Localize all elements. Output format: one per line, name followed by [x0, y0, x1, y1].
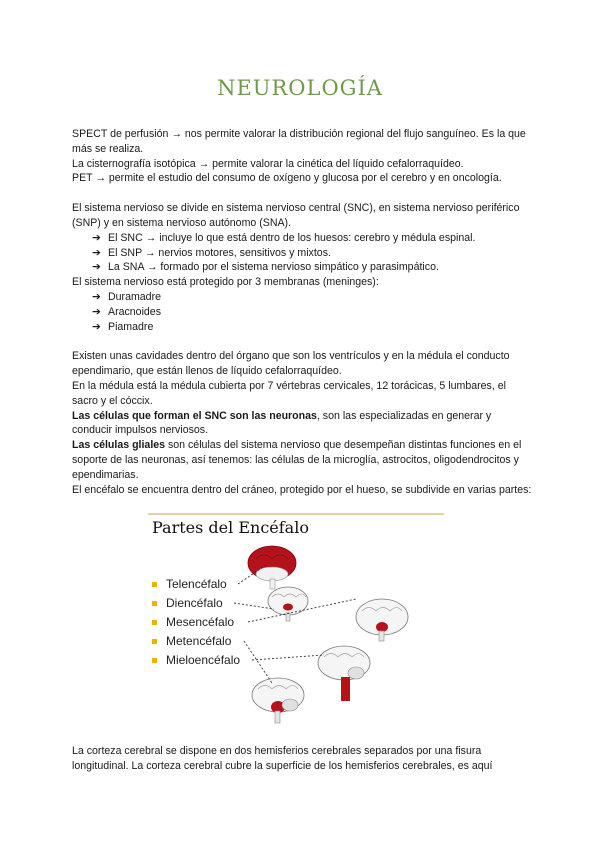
bullet-icon — [152, 639, 157, 644]
page-title: NEUROLOGÍA — [217, 76, 383, 100]
arrow-icon: ➔ — [92, 305, 101, 318]
paragraph-cisternografia: La cisternografía isotópica → permite valorar la cinética del líquido cefalorraquídeo. — [72, 157, 464, 170]
part-telencefalo: Telencéfalo — [166, 577, 227, 591]
brain-mesencefalo-icon — [356, 599, 408, 641]
arrow-icon: ➔ — [92, 320, 101, 333]
arrow-icon: ➔ — [92, 246, 101, 259]
snc-list — [72, 231, 532, 275]
bullet-icon — [152, 601, 157, 606]
paragraph-cavidades: Existen unas cavidades dentro del órgano que son los ventrículos y en la médula el conducto ependimario, que están llenos de líquido cefalorraquídeo. — [72, 350, 510, 378]
arrow-icon: ➔ — [92, 261, 101, 274]
list-item: ➔ Aracnoides — [92, 305, 161, 318]
parts-list — [152, 577, 240, 667]
part-metencefalo: Metencéfalo — [166, 634, 232, 648]
brain-diencefalo-icon — [268, 587, 308, 621]
meninges-list — [72, 290, 532, 334]
part-mesencefalo: Mesencéfalo — [166, 615, 235, 629]
paragraph-spect: SPECT de perfusión → nos permite valorar la distribución regional del flujo sanguíneo. Es la que más se realiza. — [72, 128, 526, 155]
part-mieloencefalo: Mieloencéfalo — [166, 653, 241, 667]
document-body — [72, 127, 532, 497]
paragraph-neuronas: Las células que forman el SNC son las neuronas, son las especializadas en generar y conducir impulsos nerviosos. — [72, 409, 492, 437]
paragraph-pet: PET → permite el estudio del consumo de oxígeno y glucosa por el cerebro y en oncología. — [72, 172, 502, 185]
brain-parts-diagram — [148, 513, 444, 727]
figure-title: Partes del Encéfalo — [152, 518, 309, 537]
bullet-icon — [152, 658, 157, 663]
list-item: ➔ El SNC → incluye lo que está dentro de los huesos: cerebro y médula espinal. — [92, 231, 476, 244]
arrow-icon: ➔ — [92, 290, 101, 303]
paragraph-medula: En la médula está la médula cubierta por 7 vértebras cervicales, 12 torácicas, 5 lumbares, el sacro y el cóccix. — [72, 379, 506, 407]
list-item: ➔ Piamadre — [92, 320, 154, 333]
bullet-icon — [152, 620, 157, 625]
list-item: ➔ Duramadre — [92, 290, 161, 303]
part-diencefalo: Diencéfalo — [166, 596, 223, 610]
brain-mieloencefalo-icon — [318, 646, 370, 701]
brain-parts-figure — [148, 513, 444, 727]
paragraph-gliales: Las células gliales son células del sistema nervioso que desempeñan distintas funciones en el soporte de las neuronas, así tenemos: las células de la microglía, astrocitos, oligodendrocitos y ependimarias. — [72, 439, 522, 481]
paragraph-snc-intro: El sistema nervioso se divide en sistema nervioso central (SNC), en sistema nervioso periférico (SNP) y en sistema nervioso autónomo (SNA). — [72, 202, 520, 229]
brain-metencefalo-icon — [252, 678, 304, 723]
list-item: ➔ El SNP → nervios motores, sensitivos y mixtos. — [92, 246, 331, 259]
bullet-icon — [152, 582, 157, 587]
arrow-icon: ➔ — [92, 231, 101, 244]
paragraph-corteza: La corteza cerebral se dispone en dos hemisferios cerebrales separados por una fisura longitudinal. La corteza cerebral cubre la superficie de los hemisferios cerebrales, es aquí — [72, 745, 493, 772]
brain-telencefalo-icon — [248, 546, 296, 589]
paragraph-meninges-intro: El sistema nervioso está protegido por 3 membranas (meninges): — [72, 276, 379, 289]
paragraph-encefalo: El encéfalo se encuentra dentro del cráneo, protegido por el hueso, se subdivide en varias partes: — [72, 483, 532, 496]
list-item: ➔ La SNA → formado por el sistema nervioso simpático y parasimpático. — [92, 261, 439, 274]
